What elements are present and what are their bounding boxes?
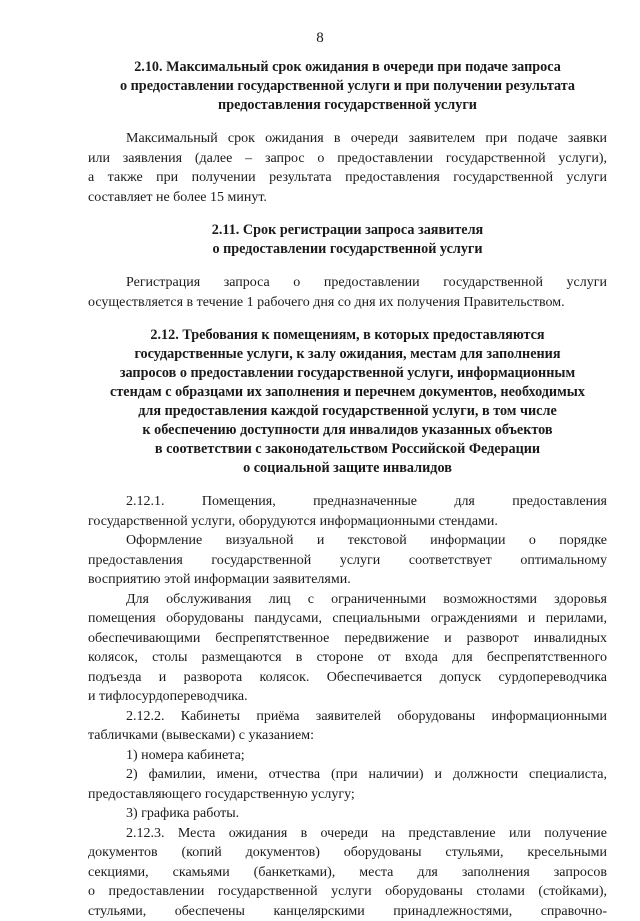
paragraph-line: осуществляется в течение 1 рабочего дня со дня их получения Правительством. [88, 293, 607, 313]
paragraph-line: Оформление визуальной и текстовой информации о порядке [88, 531, 607, 551]
paragraph-line: табличками (вывесками) с указанием: [88, 726, 607, 746]
paragraph-2-12-3 [88, 824, 607, 921]
heading-line: запросов о предоставлении государственной услуги, информационным [88, 364, 607, 383]
heading-line: о предоставлении государственной услуги [88, 240, 607, 259]
paragraph-line: предоставляющего государственную услугу; [88, 785, 607, 805]
paragraph-line: предоставления государственной услуги соответствует оптимальному [88, 551, 607, 571]
section-heading-2-11 [88, 221, 607, 259]
paragraph-visual-info [88, 531, 607, 590]
paragraph-accessibility [88, 590, 607, 707]
section-heading-2-10 [88, 58, 607, 115]
heading-line: к обеспечению доступности для инвалидов указанных объектов [88, 421, 607, 440]
paragraph-line: документов (копий документов) оборудованы стульями, кресельными [88, 843, 607, 863]
paragraph-line: 2.12.1. Помещения, предназначенные для предоставления [88, 492, 607, 512]
paragraph-line: помещения оборудованы пандусами, специальными ограждениями и перилами, [88, 609, 607, 629]
page-content [88, 58, 607, 921]
paragraph-2-12-1 [88, 492, 607, 531]
heading-line: 2.10. Максимальный срок ожидания в очереди при подаче запроса [88, 58, 607, 77]
heading-line: для предоставления каждой государственной услуги, в том числе [88, 402, 607, 421]
paragraph-line: а также при получении результата предоставления государственной услуги [88, 168, 607, 188]
paragraph-line: 2.12.2. Кабинеты приёма заявителей оборудованы информационными [88, 707, 607, 727]
heading-line: 2.12. Требования к помещениям, в которых предоставляются [88, 326, 607, 345]
paragraph-2-11 [88, 273, 607, 312]
paragraph-line: 2.12.3. Места ожидания в очереди на представление или получение [88, 824, 607, 844]
paragraph-line: о предоставлении государственной услуги оборудованы столами (стойками), [88, 882, 607, 902]
heading-line: предоставления государственной услуги [88, 96, 607, 115]
list-item: 3) графика работы. [88, 804, 607, 824]
paragraph-line: государственной услуги, оборудуются информационными стендами. [88, 512, 607, 532]
paragraph-line: подъезда и разворота колясок. Обеспечивается допуск сурдопереводчика [88, 668, 607, 688]
paragraph-line: секциями, скамьями (банкетками), места для заполнения запросов [88, 863, 607, 883]
list-item: 1) номера кабинета; [88, 746, 607, 766]
paragraph-line: колясок, столы размещаются в стороне от входа для беспрепятственного [88, 648, 607, 668]
paragraph-line: Для обслуживания лиц с ограниченными возможностями здоровья [88, 590, 607, 610]
paragraph-line: составляет не более 15 минут. [88, 188, 607, 208]
heading-line: о предоставлении государственной услуги и при получении результата [88, 77, 607, 96]
paragraph-line: и тифлосурдопереводчика. [88, 687, 607, 707]
heading-line: государственные услуги, к залу ожидания, местам для заполнения [88, 345, 607, 364]
heading-line: в соответствии с законодательством Российской Федерации [88, 440, 607, 459]
paragraph-2-12-2 [88, 707, 607, 746]
list-item [88, 765, 607, 804]
section-heading-2-12 [88, 326, 607, 478]
paragraph-line: Регистрация запроса о предоставлении государственной услуги [88, 273, 607, 293]
heading-line: о социальной защите инвалидов [88, 459, 607, 478]
paragraph-line: стульями, обеспечены канцелярскими принадлежностями, справочно- [88, 902, 607, 921]
heading-line: 2.11. Срок регистрации запроса заявителя [88, 221, 607, 240]
paragraph-line: Максимальный срок ожидания в очереди заявителем при подаче заявки [88, 129, 607, 149]
paragraph-line: или заявления (далее – запрос о предоставлении государственной услуги), [88, 149, 607, 169]
page-number: 8 [0, 30, 640, 47]
paragraph-line: обеспечивающими беспрепятственное передвижение и разворот инвалидных [88, 629, 607, 649]
paragraph-line: восприятию этой информации заявителями. [88, 570, 607, 590]
paragraph-2-10 [88, 129, 607, 207]
heading-line: стендам с образцами их заполнения и перечнем документов, необходимых [88, 383, 607, 402]
paragraph-line: 2) фамилии, имени, отчества (при наличии) и должности специалиста, [88, 765, 607, 785]
